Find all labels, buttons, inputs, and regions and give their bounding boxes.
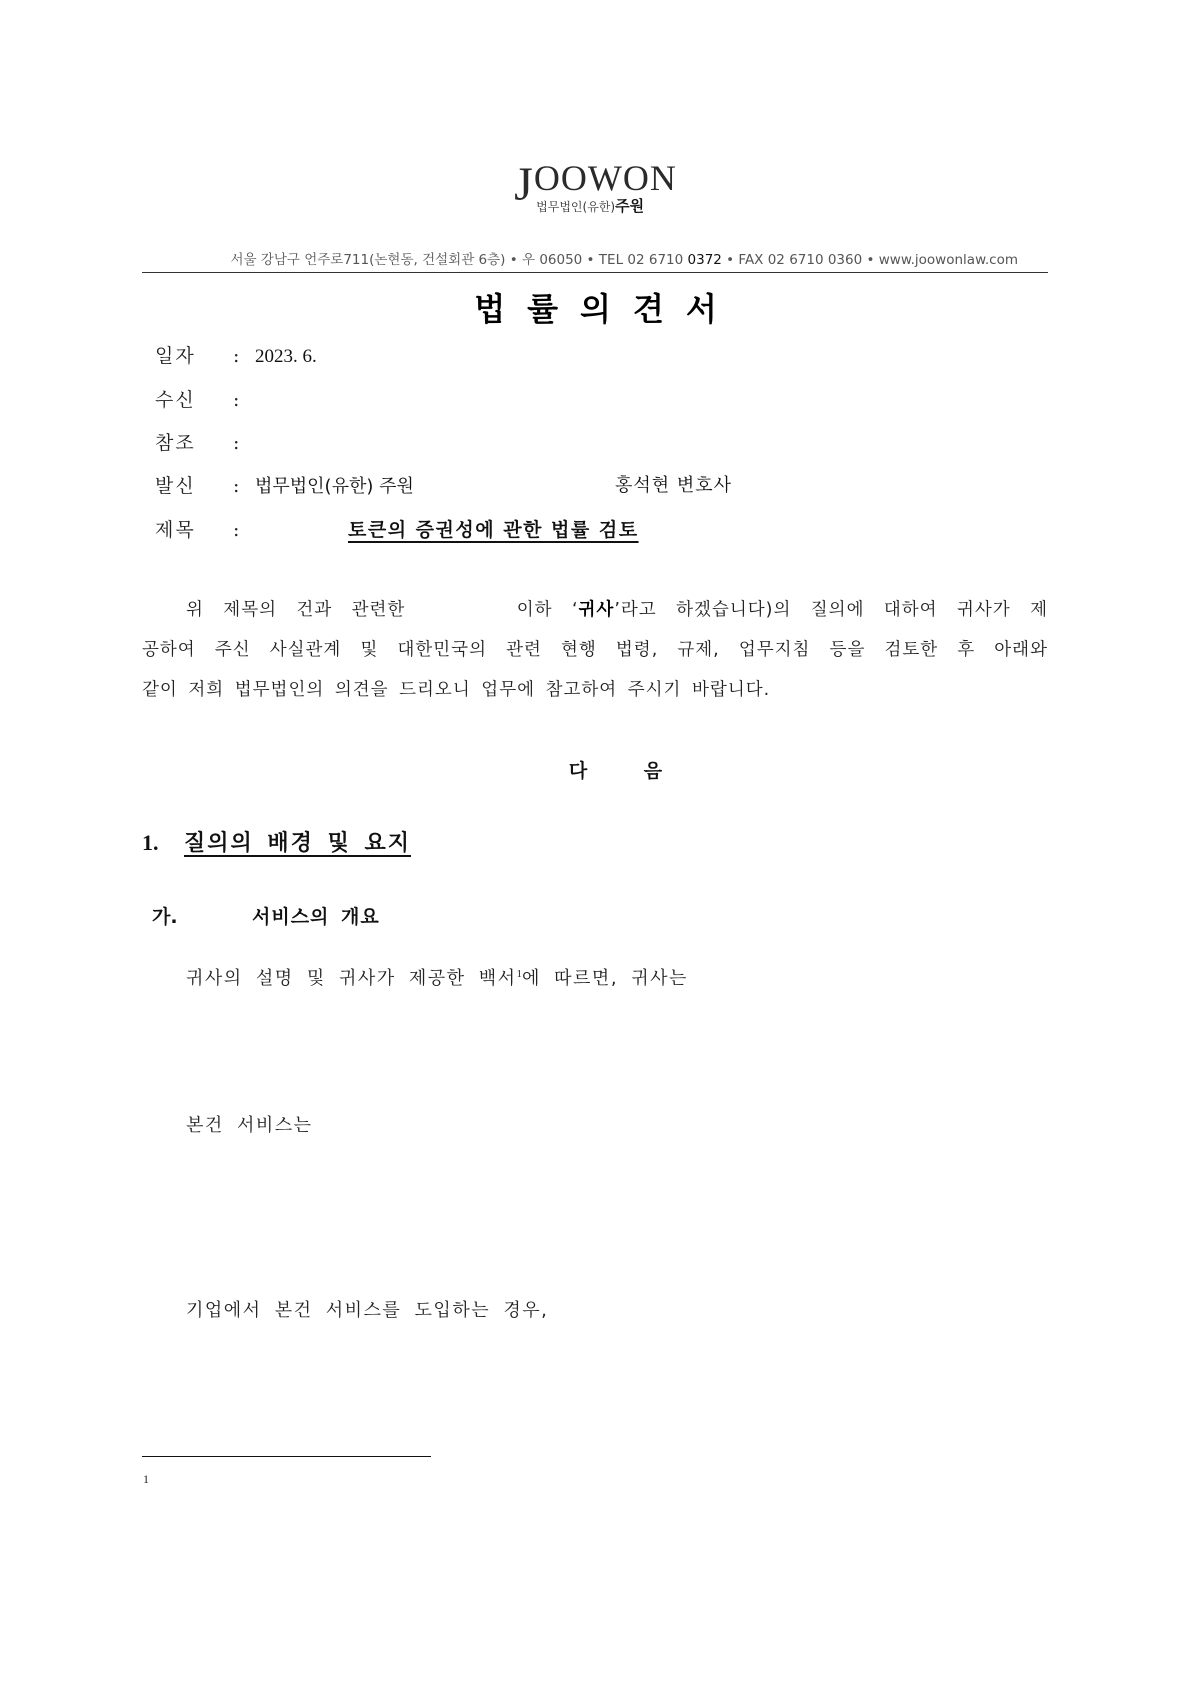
logo-initial: J [514,158,534,211]
intro-line-2: 공하여 주신 사실관계 및 대한민국의 관련 현행 법령, 규제, 업무지침 등을 검토한 후 아래와 [142,640,1048,660]
meta-sender-attorney: 홍석현 변호사 [615,475,733,496]
address-suffix: • FAX 02 6710 0360 • www.joowonlaw.com [721,252,1018,268]
logo-rest: OOWON [533,158,677,198]
intro-line-1-start: 위 제목의 건과 관련한 [186,600,406,620]
meta-subject-label: 제목 [155,519,196,541]
defined-term-client: 귀사 [578,600,615,620]
meta-sender-value: 법무법인(유한) 주원 [255,476,414,497]
intro-line-1-abbrev: 이하 ‘ [516,600,579,620]
intro-line-1 [142,590,1048,630]
letterhead-logo [0,160,1191,215]
section-1-heading [142,826,411,857]
body-paragraph-1-start: 귀사의 설명 및 귀사가 제공한 백서 [186,968,517,989]
tel-extension: 0372 [687,252,722,268]
meta-colon: : [233,389,240,411]
intro-paragraph [142,590,1048,710]
meta-sender-row [155,472,855,500]
address-prefix: 서울 강남구 언주로711(논현동, 건설회관 6층) • 우 06050 • TEL 02 6710 [230,252,688,268]
meta-recipient-label: 수신 [155,389,196,411]
subsection-ga-number: 가. [152,906,178,928]
meta-date-row [155,342,317,370]
meta-date-label: 일자 [155,345,196,367]
subsection-ga-title: 서비스의 개요 [252,906,380,928]
footnote-1 [143,1472,149,1487]
meta-colon: : [233,519,240,541]
header-divider [142,272,1048,273]
footnote-reference-1[interactable]: 1 [516,968,523,980]
footnote-1-mark: 1 [143,1472,149,1486]
logo-firm-name: 주원 [615,197,645,215]
meta-reference-label: 참조 [155,432,196,454]
meta-reference-row [155,429,255,457]
section-1-number: 1. [142,830,159,855]
meta-colon: : [233,432,240,454]
section-1-title: 질의의 배경 및 요지 [184,831,411,856]
meta-sender-label: 발신 [155,475,196,497]
body-paragraph-1 [186,964,688,990]
notice-heading: 다 음 [568,760,663,782]
intro-line-3: 같이 저희 법무법인의 의견을 드리오니 업무에 참고하여 주시기 바랍니다. [142,680,771,700]
body-paragraph-1-end: 에 따르면, 귀사는 [522,968,688,989]
letterhead-address [142,248,1048,268]
document-title: 법률의견서 [474,290,739,328]
meta-subject-value: 토큰의 증권성에 관한 법률 검토 [348,519,639,541]
intro-line-1-end: ’라고 하겠습니다)의 질의에 대하여 귀사가 제 [614,600,1049,620]
meta-colon: : [233,475,240,497]
logo-firm-type: 법무법인(유한) [536,200,616,214]
meta-date-value: 2023. 6. [255,346,317,367]
body-paragraph-2: 본건 서비스는 [186,1115,313,1136]
body-paragraph-3: 기업에서 본건 서비스를 도입하는 경우, [186,1300,549,1321]
meta-subject-row [155,516,855,544]
subsection-ga-heading [152,902,380,929]
meta-recipient-row [155,386,255,414]
footnote-separator [142,1456,431,1457]
meta-colon: : [233,345,240,367]
